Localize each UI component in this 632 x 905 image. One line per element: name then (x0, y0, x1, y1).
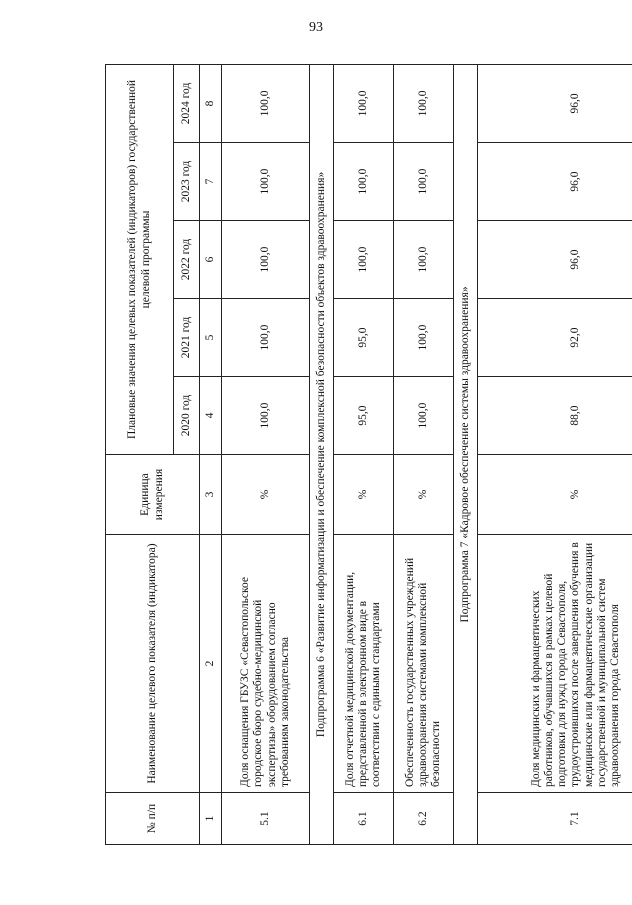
row-value: 88,0 (478, 377, 632, 455)
row-unit: % (334, 455, 394, 535)
header-year: 2024 год (174, 64, 200, 142)
row-value: 96,0 (478, 64, 632, 142)
index-cell: 2 (200, 535, 222, 793)
rotated-table-container (105, 65, 632, 845)
row-name: Доля оснащения ГБУЗС «Севастопольское городское бюро судебно-медицинской экспертизы» оборудованием согласно требованиям законодательства (222, 535, 310, 793)
header-name: Наименование целевого показателя (индикатора) (106, 535, 200, 793)
index-cell: 6 (200, 221, 222, 299)
row-value: 96,0 (478, 221, 632, 299)
row-value: 100,0 (222, 143, 310, 221)
row-name: Обеспеченность государственных учреждений здравоохранения системами комплексной безопасности (394, 535, 454, 793)
subprogram-row (454, 64, 478, 844)
subprogram-row (310, 64, 334, 844)
row-value: 100,0 (222, 64, 310, 142)
table-row (334, 64, 394, 844)
row-value: 100,0 (394, 221, 454, 299)
row-name: Доля отчетной медицинской документации, представленной в электронном виде в соответствии с едиными стандартами (334, 535, 394, 793)
row-unit: % (222, 455, 310, 535)
row-value: 92,0 (478, 299, 632, 377)
header-year: 2023 год (174, 143, 200, 221)
index-cell: 5 (200, 299, 222, 377)
page-number: 93 (309, 20, 323, 35)
row-num: 5.1 (222, 793, 310, 845)
header-num: № п/п (106, 793, 200, 845)
row-name: Доля медицинских и фармацевтических работников, обучавшихся в рамках целевой подготовки для нужд города Севастополя, трудоустроившихся после завершения обучения в медицинские или фармацевтические организации государственной и муниципальной систем здравоохранения города Севастополя (478, 535, 632, 793)
row-value: 100,0 (222, 377, 310, 455)
row-value: 95,0 (334, 377, 394, 455)
index-cell: 3 (200, 455, 222, 535)
row-value: 100,0 (394, 377, 454, 455)
row-value: 100,0 (222, 299, 310, 377)
row-value: 100,0 (394, 64, 454, 142)
row-value: 100,0 (334, 143, 394, 221)
index-cell: 1 (200, 793, 222, 845)
row-value: 100,0 (394, 299, 454, 377)
row-value: 96,0 (478, 143, 632, 221)
header-plan: Плановые значения целевых показателей (индикаторов) государственной целевой программы (106, 64, 174, 454)
indicators-table (105, 64, 632, 845)
subprogram-title: Подпрограмма 7 «Кадровое обеспечение системы здравоохранения» (454, 64, 478, 844)
subprogram-title: Подпрограмма 6 «Развитие информатизации и обеспечение комплексной безопасности объектов здравоохранения» (310, 64, 334, 844)
header-unit: Единица измерения (106, 455, 200, 535)
row-value: 100,0 (394, 143, 454, 221)
header-year: 2020 год (174, 377, 200, 455)
index-cell: 7 (200, 143, 222, 221)
row-value: 100,0 (334, 221, 394, 299)
row-unit: % (394, 455, 454, 535)
row-num: 6.2 (394, 793, 454, 845)
row-value: 100,0 (222, 221, 310, 299)
table-row (394, 64, 454, 844)
table-row (478, 64, 632, 844)
row-value: 95,0 (334, 299, 394, 377)
row-num: 6.1 (334, 793, 394, 845)
index-cell: 8 (200, 64, 222, 142)
table-row (222, 64, 310, 844)
row-value: 100,0 (334, 64, 394, 142)
header-year: 2021 год (174, 299, 200, 377)
header-year: 2022 год (174, 221, 200, 299)
row-num: 7.1 (478, 793, 632, 845)
row-unit: % (478, 455, 632, 535)
index-cell: 4 (200, 377, 222, 455)
